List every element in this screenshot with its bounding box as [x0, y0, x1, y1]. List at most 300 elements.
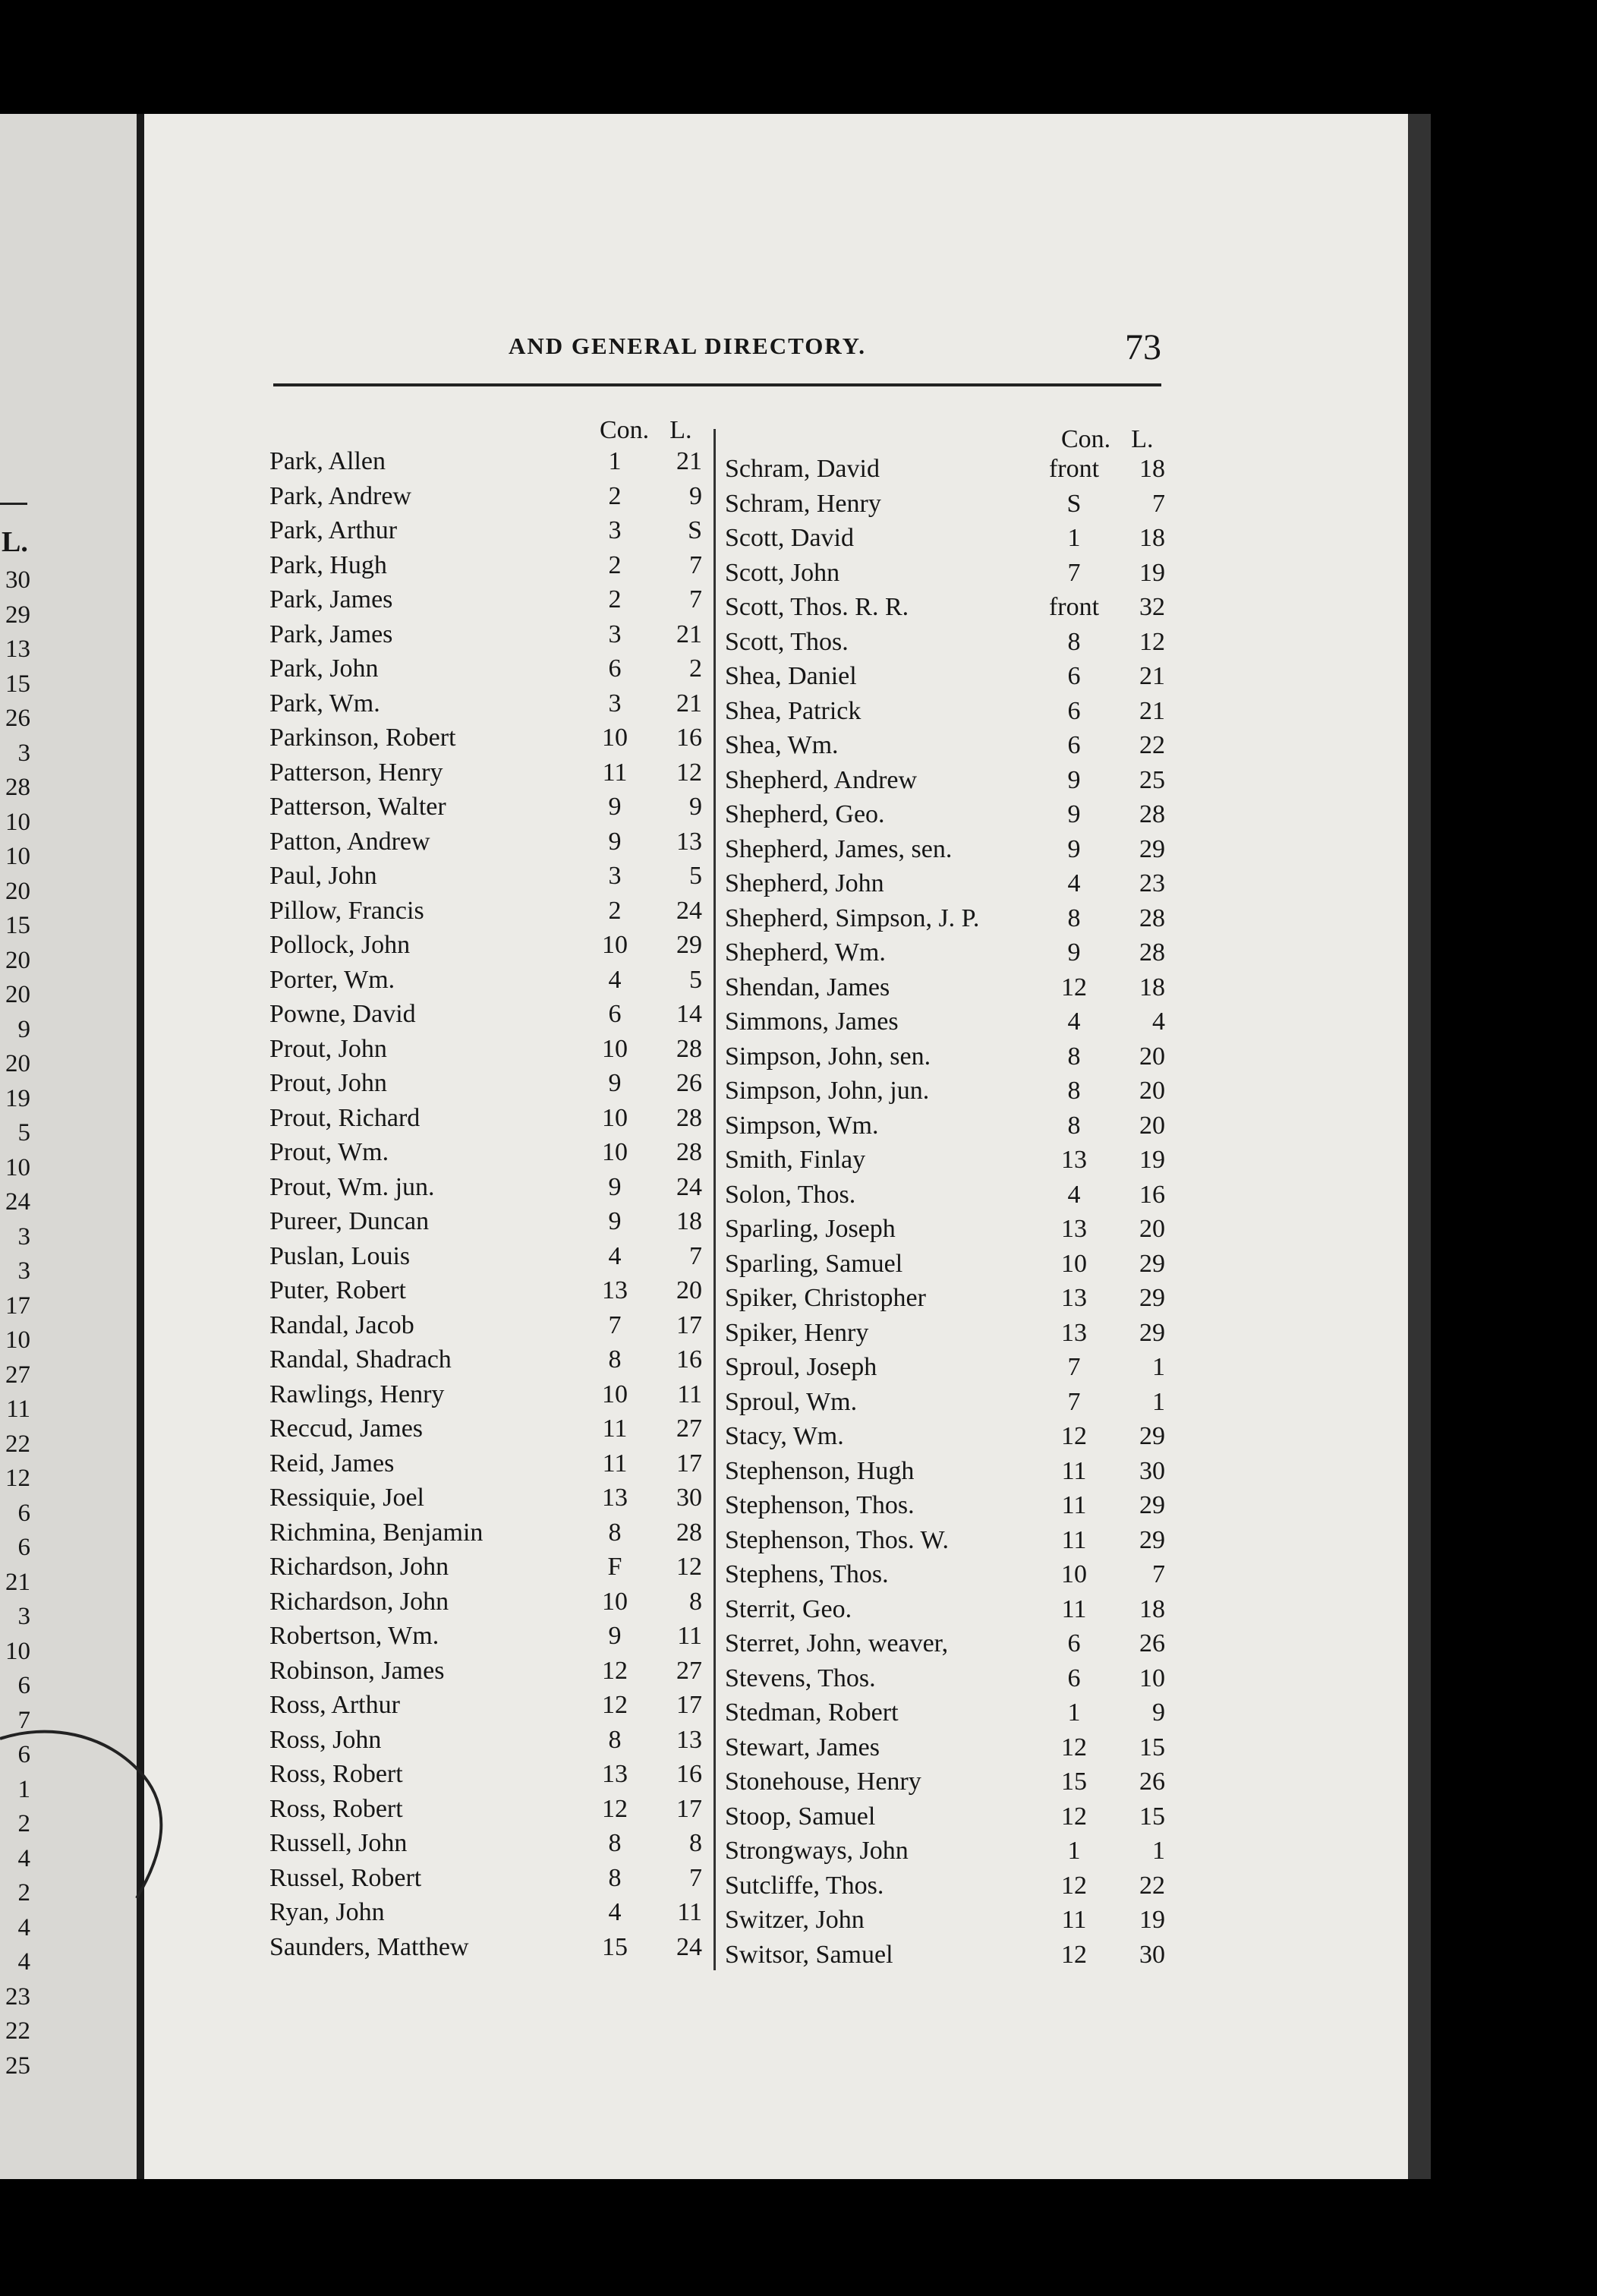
- entry-concession: 8: [1067, 1077, 1081, 1105]
- entry-lot: 21: [676, 447, 702, 475]
- entry-name: Richardson, John: [269, 1587, 449, 1616]
- entry-lot: 29: [676, 931, 702, 959]
- entry-concession: 10: [1061, 1560, 1087, 1588]
- entry-name: Stonehouse, Henry: [725, 1768, 921, 1796]
- entry-concession: 9: [608, 1172, 622, 1201]
- entry-name: Scott, David: [725, 524, 854, 552]
- entry-name: Patton, Andrew: [269, 827, 430, 856]
- previous-page-lot: 3: [17, 739, 30, 767]
- entry-name: Shea, Patrick: [725, 696, 861, 725]
- directory-entry: [725, 1454, 1165, 1489]
- entry-lot: 7: [689, 550, 702, 579]
- right-column-entries: [725, 452, 1165, 1972]
- entry-name: Richardson, John: [269, 1553, 449, 1581]
- entry-concession: 10: [602, 1034, 628, 1063]
- entry-name: Stedman, Robert: [725, 1698, 899, 1727]
- entry-name: Simpson, John, jun.: [725, 1077, 930, 1105]
- entry-name: Stephenson, Thos.: [725, 1491, 915, 1519]
- directory-entry: [269, 582, 702, 617]
- directory-entry: [269, 1308, 702, 1343]
- previous-page-lot: 10: [5, 1153, 30, 1181]
- entry-name: Park, Wm.: [269, 689, 380, 718]
- entry-lot: 18: [1139, 455, 1165, 483]
- entry-concession: 9: [1067, 938, 1081, 967]
- entry-name: Schram, Henry: [725, 489, 881, 518]
- entry-name: Shepherd, James, sen.: [725, 834, 953, 863]
- entry-lot: 30: [1139, 1456, 1165, 1485]
- directory-entry: [725, 590, 1165, 625]
- entry-concession: 4: [608, 965, 622, 994]
- entry-lot: 29: [1139, 1318, 1165, 1347]
- directory-entry: [725, 1834, 1165, 1869]
- entry-name: Sutcliffe, Thos.: [725, 1871, 884, 1900]
- previous-page-lot: 6: [17, 1741, 30, 1768]
- entry-concession: 3: [608, 862, 622, 890]
- directory-entry: [269, 721, 702, 755]
- entry-concession: 10: [602, 1138, 628, 1166]
- entry-lot: 24: [676, 896, 702, 925]
- entry-name: Pureer, Duncan: [269, 1207, 430, 1235]
- directory-entry: [269, 1688, 702, 1723]
- directory-entry: [269, 1066, 702, 1101]
- directory-entry: [725, 1626, 1165, 1661]
- entry-concession: 12: [1061, 1422, 1087, 1450]
- entry-concession: 8: [1067, 627, 1081, 656]
- entry-concession: 4: [608, 1241, 622, 1270]
- directory-entry: [725, 1074, 1165, 1109]
- directory-entry: [269, 1481, 702, 1515]
- entry-name: Ross, Arthur: [269, 1691, 400, 1719]
- entry-concession: 13: [1061, 1318, 1087, 1347]
- entry-concession: 11: [602, 1449, 628, 1478]
- previous-page-lot: 25: [5, 2052, 30, 2080]
- entry-name: Smith, Finlay: [725, 1146, 866, 1174]
- entry-lot: 28: [676, 1138, 702, 1166]
- directory-entry: [725, 1592, 1165, 1627]
- previous-page-lot-header: L.: [2, 526, 28, 558]
- entry-name: Prout, Wm. jun.: [269, 1172, 435, 1201]
- entry-lot: S: [688, 516, 702, 544]
- previous-page-lot: 15: [5, 670, 30, 698]
- entry-concession: 12: [602, 1794, 628, 1823]
- directory-entry: [725, 1523, 1165, 1558]
- previous-page-lot: 21: [5, 1568, 30, 1596]
- entry-lot: 29: [1139, 1422, 1165, 1450]
- entry-concession: 11: [602, 1414, 628, 1443]
- page-edge-shadow: [1408, 114, 1431, 2179]
- entry-lot: 28: [676, 1034, 702, 1063]
- entry-concession: 12: [1061, 973, 1087, 1001]
- previous-page-lot: 28: [5, 774, 30, 801]
- directory-entry: [725, 1316, 1165, 1351]
- entry-concession: 2: [608, 550, 622, 579]
- con-header: Con.: [1061, 425, 1111, 453]
- previous-page-lot: 13: [5, 636, 30, 663]
- directory-entry: [269, 1550, 702, 1585]
- entry-name: Switzer, John: [725, 1906, 865, 1934]
- entry-lot: 11: [677, 1622, 702, 1650]
- entry-name: Stephens, Thos.: [725, 1560, 889, 1588]
- entry-concession: 12: [602, 1656, 628, 1685]
- entry-name: Stoop, Samuel: [725, 1802, 876, 1831]
- entry-concession: 9: [608, 793, 622, 821]
- entry-concession: 4: [1067, 1180, 1081, 1209]
- entry-lot: 27: [676, 1656, 702, 1685]
- entry-name: Simpson, John, sen.: [725, 1042, 931, 1071]
- entry-lot: 16: [676, 1345, 702, 1374]
- entry-concession: 12: [1061, 1871, 1087, 1900]
- previous-page-lot: 20: [5, 946, 30, 974]
- entry-concession: 6: [1067, 662, 1081, 690]
- entry-lot: 26: [1139, 1768, 1165, 1796]
- entry-lot: 25: [1139, 765, 1165, 794]
- directory-entry: [725, 1799, 1165, 1834]
- entry-name: Park, James: [269, 620, 393, 648]
- entry-concession: 15: [602, 1932, 628, 1961]
- previous-page-lot: 10: [5, 843, 30, 870]
- entry-concession: front: [1048, 593, 1100, 621]
- entry-concession: 7: [1067, 558, 1081, 587]
- previous-page-rule: [0, 503, 27, 505]
- entry-lot: 17: [676, 1794, 702, 1823]
- previous-page-lot: 17: [5, 1292, 30, 1320]
- directory-entry: [725, 1350, 1165, 1385]
- entry-lot: 26: [1139, 1629, 1165, 1657]
- entry-name: Ressiquie, Joel: [269, 1484, 424, 1512]
- directory-entry: [725, 832, 1165, 867]
- entry-lot: 8: [689, 1829, 702, 1857]
- entry-concession: 11: [1061, 1906, 1087, 1934]
- previous-page-lot: 2: [17, 1810, 30, 1837]
- entry-lot: 28: [1139, 904, 1165, 932]
- entry-name: Rawlings, Henry: [269, 1380, 445, 1408]
- entry-lot: 7: [689, 1863, 702, 1892]
- entry-lot: 20: [1139, 1077, 1165, 1105]
- entry-lot: 22: [1139, 1871, 1165, 1900]
- entry-lot: 21: [1139, 662, 1165, 690]
- entry-name: Prout, Wm.: [269, 1138, 389, 1166]
- entry-lot: 20: [1139, 1111, 1165, 1140]
- directory-entry: [725, 1730, 1165, 1765]
- entry-lot: 7: [1152, 1560, 1165, 1588]
- entry-lot: 20: [1139, 1215, 1165, 1243]
- left-column-header: [600, 416, 691, 445]
- directory-entry: [269, 859, 702, 894]
- directory-entry: [269, 548, 702, 583]
- directory-entry: [725, 556, 1165, 591]
- directory-entry: [725, 1765, 1165, 1799]
- entry-name: Randal, Shadrach: [269, 1345, 452, 1374]
- entry-concession: front: [1048, 455, 1100, 483]
- entry-lot: 16: [676, 724, 702, 752]
- directory-entry: [269, 1411, 702, 1446]
- directory-entry: [725, 1557, 1165, 1592]
- entry-lot: 2: [689, 654, 702, 683]
- entry-concession: S: [1066, 489, 1082, 518]
- entry-name: Puter, Robert: [269, 1276, 406, 1304]
- entry-name: Park, Allen: [269, 447, 386, 475]
- directory-entry: [725, 1419, 1165, 1454]
- directory-entry: [725, 1695, 1165, 1730]
- entry-concession: 8: [608, 1345, 622, 1374]
- directory-entry: [269, 894, 702, 929]
- entry-name: Porter, Wm.: [269, 965, 395, 994]
- previous-page-lot: 24: [5, 1188, 30, 1216]
- directory-entry: [269, 1342, 702, 1377]
- entry-name: Sproul, Wm.: [725, 1387, 858, 1416]
- entry-concession: 8: [1067, 1042, 1081, 1071]
- previous-page-lot: 5: [17, 1119, 30, 1146]
- entry-concession: 1: [1067, 1837, 1081, 1865]
- entry-lot: 24: [676, 1932, 702, 1961]
- entry-name: Puslan, Louis: [269, 1241, 411, 1270]
- directory-entry: [725, 797, 1165, 832]
- entry-concession: 7: [1067, 1353, 1081, 1381]
- previous-page-lot: 4: [17, 1948, 30, 1976]
- entry-concession: 2: [608, 585, 622, 613]
- entry-name: Patterson, Henry: [269, 758, 443, 787]
- entry-concession: 11: [1061, 1456, 1087, 1485]
- entry-name: Spiker, Christopher: [725, 1284, 926, 1312]
- directory-entry: [725, 1938, 1165, 1973]
- entry-name: Shepherd, John: [725, 869, 884, 897]
- entry-lot: 13: [676, 827, 702, 856]
- directory-entry: [269, 1861, 702, 1896]
- entry-lot: 20: [1139, 1042, 1165, 1071]
- entry-concession: 9: [1067, 800, 1081, 828]
- entry-name: Richmina, Benjamin: [269, 1518, 484, 1547]
- entry-lot: 9: [689, 481, 702, 510]
- entry-name: Schram, David: [725, 455, 880, 483]
- entry-name: Strongways, John: [725, 1837, 909, 1865]
- entry-concession: 6: [608, 654, 622, 683]
- directory-entry: [269, 479, 702, 514]
- right-column-header: [1061, 425, 1153, 454]
- entry-lot: 29: [1139, 1491, 1165, 1519]
- entry-concession: 3: [608, 689, 622, 718]
- entry-lot: 20: [676, 1276, 702, 1304]
- entry-lot: 18: [676, 1207, 702, 1235]
- entry-concession: 7: [608, 1310, 622, 1339]
- entry-concession: 8: [608, 1725, 622, 1754]
- entry-name: Shea, Wm.: [725, 731, 839, 759]
- entry-name: Sterrit, Geo.: [725, 1594, 852, 1623]
- entry-concession: 12: [1061, 1802, 1087, 1831]
- entry-lot: 30: [676, 1484, 702, 1512]
- previous-page-lot: 6: [17, 1672, 30, 1699]
- entry-lot: 29: [1139, 1525, 1165, 1554]
- directory-entry: [725, 1661, 1165, 1696]
- entry-concession: 3: [608, 516, 622, 544]
- entry-lot: 4: [1152, 1008, 1165, 1036]
- entry-name: Prout, John: [269, 1034, 387, 1063]
- entry-name: Park, Arthur: [269, 516, 398, 544]
- entry-name: Stephenson, Thos. W.: [725, 1525, 950, 1554]
- directory-entry: [725, 728, 1165, 763]
- directory-entry: [725, 1488, 1165, 1523]
- entry-lot: 11: [677, 1380, 702, 1408]
- entry-lot: 29: [1139, 834, 1165, 863]
- entry-lot: 10: [1139, 1664, 1165, 1692]
- entry-lot: 28: [1139, 938, 1165, 967]
- entry-name: Spiker, Henry: [725, 1318, 869, 1347]
- entry-concession: 8: [1067, 1111, 1081, 1140]
- previous-page-lot: 19: [5, 1084, 30, 1112]
- previous-page-lot: 1: [17, 1775, 30, 1803]
- directory-entry: [725, 521, 1165, 556]
- con-header: Con.: [600, 416, 650, 444]
- previous-page-lot: 6: [17, 1499, 30, 1527]
- directory-entry: [269, 1930, 702, 1965]
- previous-page-lot: 15: [5, 912, 30, 939]
- previous-page-lot: 22: [5, 1430, 30, 1458]
- left-column-entries: [269, 444, 702, 1964]
- entry-concession: 4: [1067, 869, 1081, 897]
- entry-name: Paul, John: [269, 862, 377, 890]
- entry-lot: 12: [676, 758, 702, 787]
- previous-page-lot: 20: [5, 877, 30, 905]
- entry-concession: 1: [1067, 524, 1081, 552]
- directory-entry: [269, 1757, 702, 1792]
- entry-lot: 17: [676, 1310, 702, 1339]
- entry-concession: 13: [1061, 1146, 1087, 1174]
- directory-entry: [725, 1109, 1165, 1143]
- entry-concession: 11: [1061, 1491, 1087, 1519]
- entry-concession: 2: [608, 481, 622, 510]
- entry-concession: 13: [1061, 1284, 1087, 1312]
- entry-lot: 14: [676, 1000, 702, 1028]
- entry-lot: 28: [676, 1103, 702, 1132]
- entry-name: Park, Hugh: [269, 550, 387, 579]
- page-number: 73: [1125, 327, 1161, 367]
- previous-page-lot: 30: [5, 566, 30, 594]
- entry-concession: 13: [602, 1484, 628, 1512]
- binding-thread: [0, 1708, 182, 1906]
- directory-entry: [725, 1247, 1165, 1282]
- entry-concession: 11: [1061, 1594, 1087, 1623]
- entry-concession: F: [607, 1553, 622, 1581]
- entry-name: Solon, Thos.: [725, 1180, 856, 1209]
- entry-lot: 7: [1152, 489, 1165, 518]
- directory-entry: [725, 625, 1165, 660]
- previous-page-lot: 20: [5, 1050, 30, 1077]
- previous-page-lot: 7: [17, 1706, 30, 1734]
- directory-entry: [725, 1869, 1165, 1903]
- entry-concession: 3: [608, 620, 622, 648]
- entry-concession: 4: [1067, 1008, 1081, 1036]
- entry-concession: 2: [608, 896, 622, 925]
- entry-name: Prout, Richard: [269, 1103, 421, 1132]
- entry-name: Park, Andrew: [269, 481, 411, 510]
- entry-name: Ross, Robert: [269, 1794, 403, 1823]
- entry-name: Simmons, James: [725, 1008, 899, 1036]
- directory-entry: [269, 444, 702, 479]
- entry-lot: 12: [676, 1553, 702, 1581]
- entry-concession: 12: [602, 1691, 628, 1719]
- previous-page-lot: 10: [5, 1326, 30, 1354]
- entry-concession: 8: [608, 1518, 622, 1547]
- entry-concession: 15: [1061, 1768, 1087, 1796]
- entry-concession: 9: [1067, 765, 1081, 794]
- entry-lot: 13: [676, 1725, 702, 1754]
- directory-entry: [269, 1377, 702, 1412]
- previous-page-lot: 10: [5, 1637, 30, 1665]
- entry-lot: 12: [1139, 627, 1165, 656]
- directory-entry: [269, 1792, 702, 1827]
- entry-name: Stevens, Thos.: [725, 1664, 876, 1692]
- directory-entry: [269, 1101, 702, 1136]
- previous-page-lot: 2: [17, 1879, 30, 1906]
- directory-entry: [725, 452, 1165, 487]
- entry-lot: 32: [1139, 593, 1165, 621]
- entry-concession: 10: [602, 1380, 628, 1408]
- entry-name: Stewart, James: [725, 1733, 880, 1761]
- entry-name: Ryan, John: [269, 1898, 385, 1926]
- previous-page-lot: 27: [5, 1361, 30, 1389]
- entry-lot: 15: [1139, 1802, 1165, 1831]
- previous-page-lot: 3: [17, 1257, 30, 1285]
- previous-page-lot: 12: [5, 1465, 30, 1492]
- directory-entry: [269, 686, 702, 721]
- entry-lot: 7: [689, 585, 702, 613]
- entry-concession: 8: [608, 1829, 622, 1857]
- directory-entry: [725, 763, 1165, 798]
- entry-concession: 11: [1061, 1525, 1087, 1554]
- entry-lot: 27: [676, 1414, 702, 1443]
- entry-concession: 10: [602, 1103, 628, 1132]
- entry-lot: 29: [1139, 1284, 1165, 1312]
- entry-name: Park, John: [269, 654, 379, 683]
- entry-lot: 24: [676, 1172, 702, 1201]
- entry-lot: 18: [1139, 973, 1165, 1001]
- directory-entry: [269, 825, 702, 859]
- previous-page-lot: 4: [17, 1913, 30, 1941]
- entry-concession: 8: [1067, 904, 1081, 932]
- entry-lot: 21: [676, 689, 702, 718]
- previous-page-lot: 29: [5, 601, 30, 629]
- directory-entry: [725, 935, 1165, 970]
- directory-entry: [269, 1515, 702, 1550]
- entry-lot: 30: [1139, 1940, 1165, 1969]
- entry-lot: 1: [1152, 1387, 1165, 1416]
- directory-entry: [725, 1039, 1165, 1074]
- lot-header: L.: [669, 416, 692, 444]
- entry-name: Parkinson, Robert: [269, 724, 456, 752]
- entry-lot: 5: [689, 862, 702, 890]
- entry-lot: 28: [676, 1518, 702, 1547]
- entry-lot: 5: [689, 965, 702, 994]
- entry-lot: 28: [1139, 800, 1165, 828]
- running-header: AND GENERAL DIRECTORY.: [509, 333, 866, 359]
- entry-lot: 21: [676, 620, 702, 648]
- entry-lot: 7: [689, 1241, 702, 1270]
- directory-entry: [269, 963, 702, 998]
- entry-concession: 4: [608, 1898, 622, 1926]
- directory-entry: [725, 487, 1165, 522]
- entry-concession: 12: [1061, 1940, 1087, 1969]
- entry-lot: 8: [689, 1587, 702, 1616]
- previous-page-lot: 20: [5, 981, 30, 1008]
- directory-entry: [725, 1143, 1165, 1178]
- directory-entry: [269, 1446, 702, 1481]
- entry-name: Shepherd, Geo.: [725, 800, 885, 828]
- entry-name: Randal, Jacob: [269, 1310, 414, 1339]
- entry-name: Stephenson, Hugh: [725, 1456, 915, 1485]
- entry-concession: 9: [608, 1207, 622, 1235]
- entry-lot: 29: [1139, 1249, 1165, 1278]
- entry-lot: 1: [1152, 1353, 1165, 1381]
- entry-lot: 22: [1139, 731, 1165, 759]
